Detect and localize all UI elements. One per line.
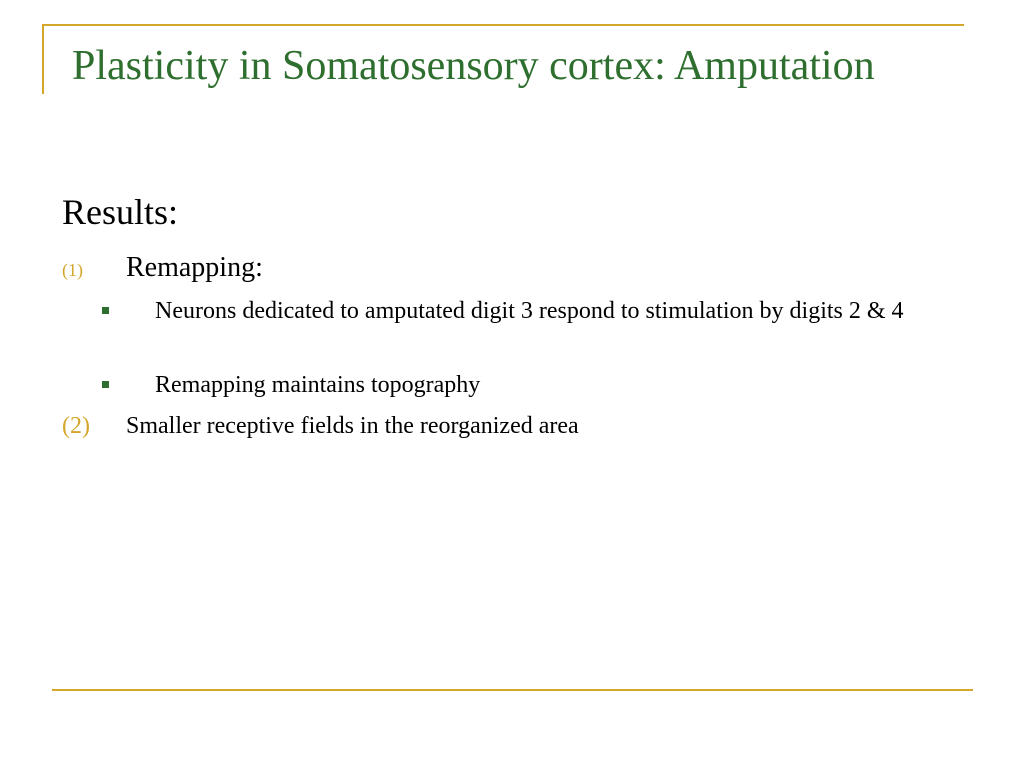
results-heading: Results:	[62, 192, 179, 232]
title-frame-left-line	[42, 24, 44, 94]
sub-list-item-2-text: Remapping maintains topography	[155, 372, 481, 398]
list-item-1-text: Remapping:	[126, 252, 263, 283]
sub-list-item-1-text: Neurons dedicated to amputated digit 3 respond to stimulation by digits 2 & 4	[155, 298, 904, 324]
list-marker-2: (2)	[62, 413, 90, 439]
title-frame-top-line	[42, 24, 964, 26]
footer-divider-line	[52, 689, 973, 691]
slide-title: Plasticity in Somatosensory cortex: Amputation	[72, 43, 875, 89]
square-bullet-icon	[102, 381, 109, 388]
list-item-2	[62, 410, 579, 442]
list-item-2-text: Smaller receptive fields in the reorganized area	[126, 413, 579, 439]
sub-list-item-1	[102, 294, 915, 328]
sub-list-item-2	[102, 368, 915, 402]
square-bullet-icon	[102, 307, 109, 314]
list-marker-1: (1)	[62, 260, 83, 280]
list-item-1	[62, 250, 263, 286]
